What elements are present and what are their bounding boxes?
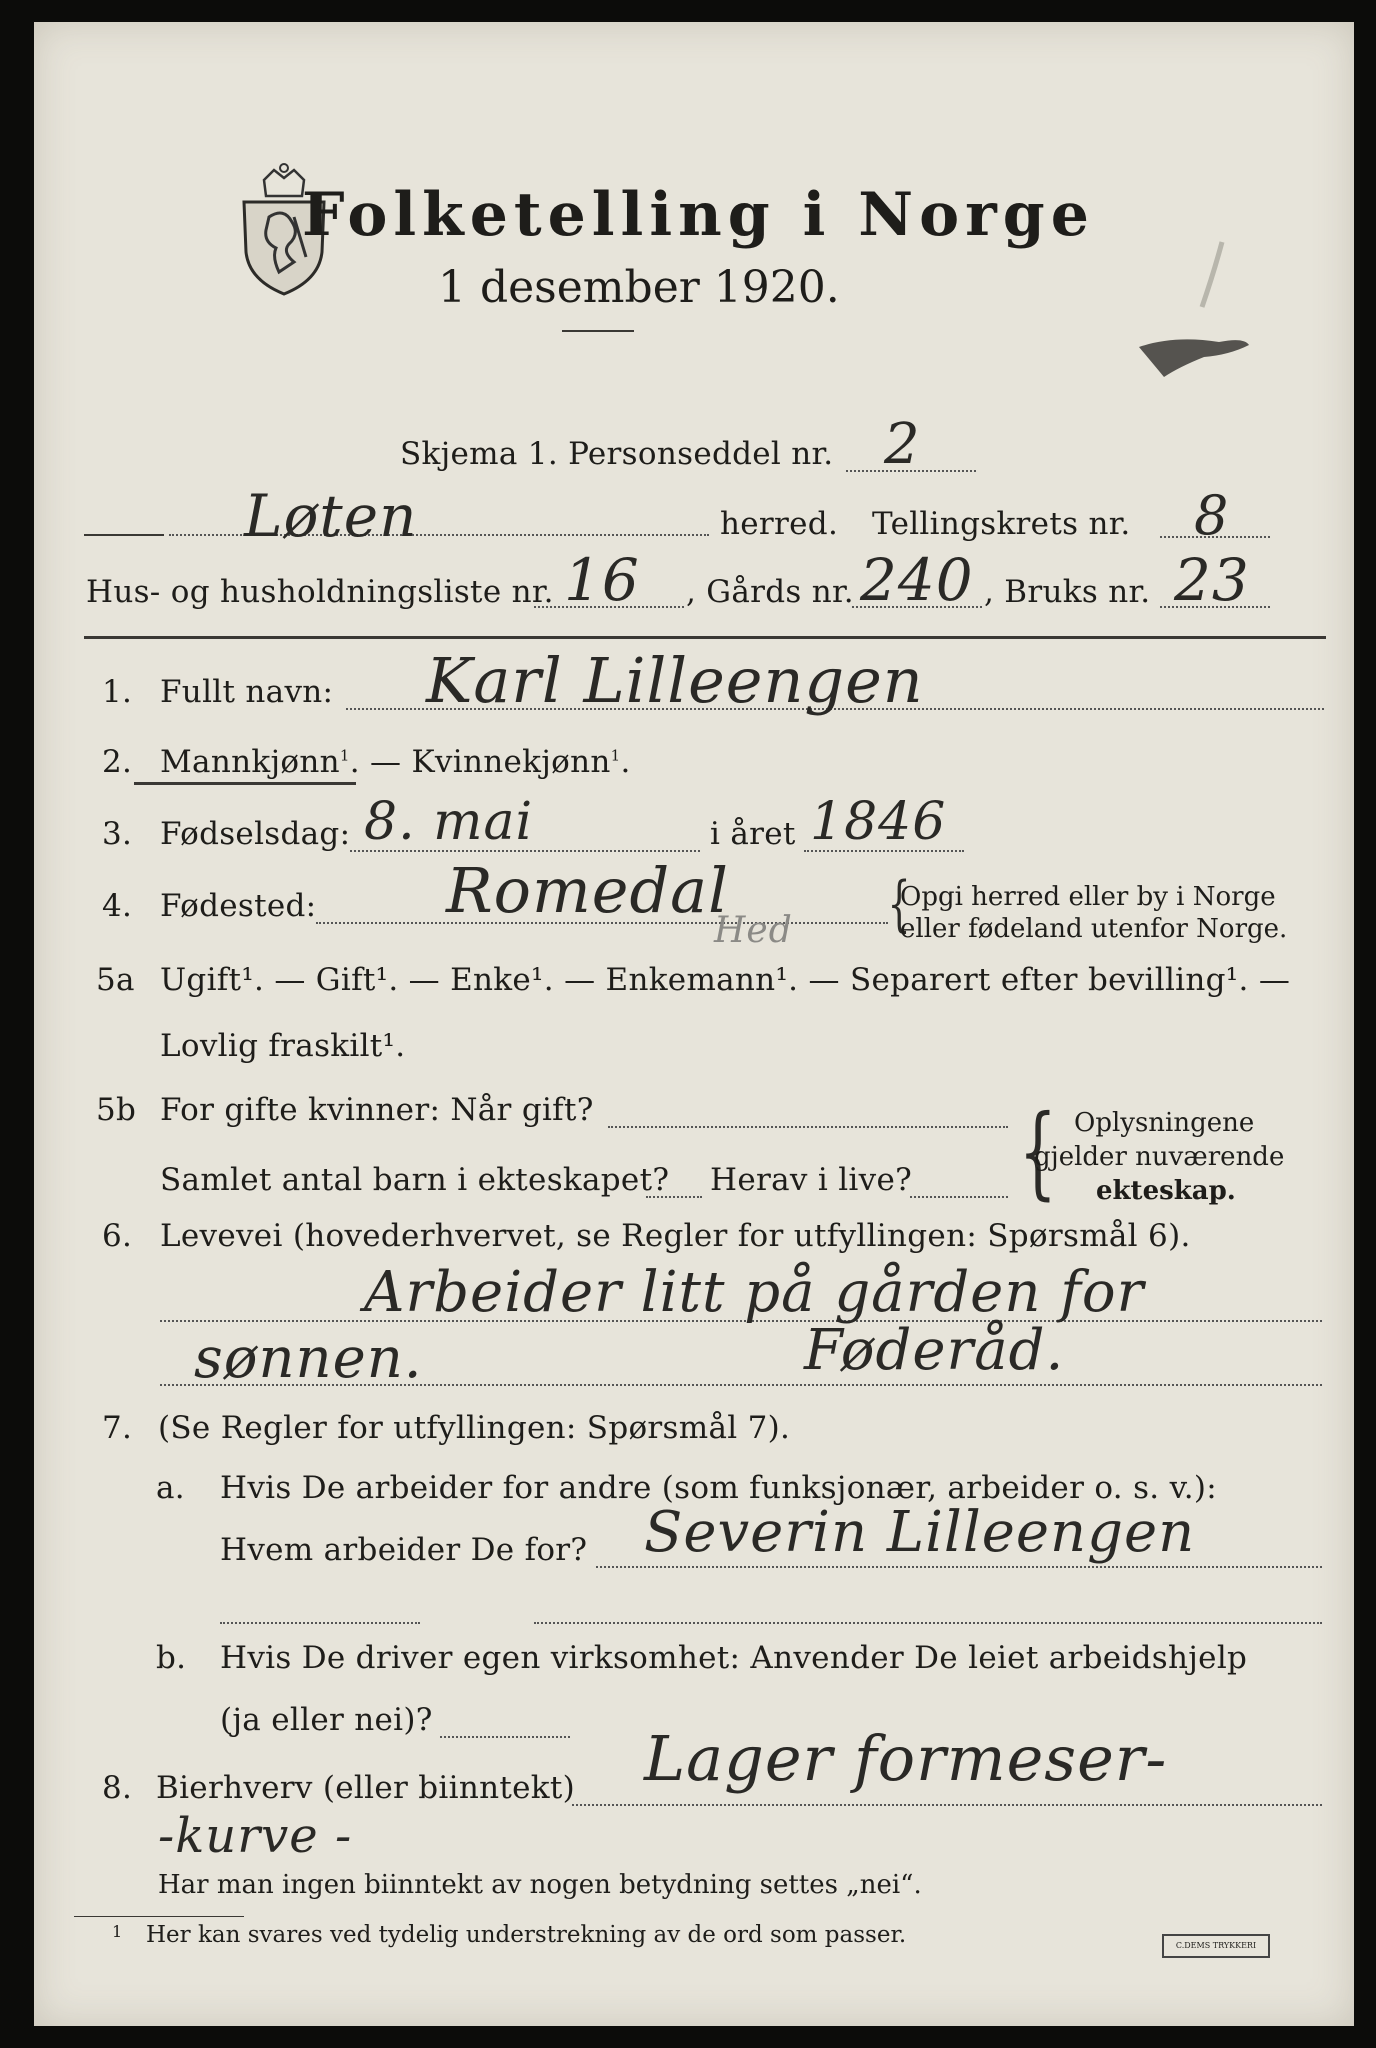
q6-label: Levevei (hovederhvervet, se Regler for utfyllingen: Spørsmål 6). [160, 1218, 1191, 1254]
pencil-note: Hed [714, 910, 793, 951]
q5b-num: 5b [96, 1092, 137, 1128]
form-title: Folketelling i Norge [302, 180, 1095, 250]
aaret-label: i året [710, 816, 796, 852]
q5b-label2: Samlet antal barn i ekteskapet? [160, 1162, 670, 1198]
census-form [34, 22, 1354, 2026]
q2-num: 2. [102, 744, 133, 780]
bruks-label: , Bruks nr. [984, 574, 1151, 610]
birthplace-value[interactable]: Romedal [446, 854, 729, 927]
gards-nr[interactable]: 240 [860, 546, 974, 614]
q4-label: Fødested: [160, 888, 317, 924]
q7a-text: Hvis De arbeider for andre (som funksjonær, arbeider o. s. v.): [220, 1470, 1218, 1506]
personseddel-nr[interactable]: 2 [884, 412, 921, 477]
bruks-nr[interactable]: 23 [1174, 546, 1250, 614]
q1-label: Fullt navn: [160, 674, 334, 710]
q4-num: 4. [102, 888, 133, 924]
q5b-label3: Herav i live? [710, 1162, 913, 1198]
q7b-question: (ja eller nei)? [220, 1702, 433, 1738]
birthday-value[interactable]: 8. mai [364, 792, 534, 852]
herred-value[interactable]: Løten [244, 482, 418, 550]
divider [562, 330, 634, 332]
brace-icon: { [887, 869, 911, 939]
occupation-line2b[interactable]: Føderåd. [804, 1318, 1065, 1383]
q8-label: Bierhverv (eller biinntekt) [156, 1770, 576, 1806]
full-name-value[interactable]: Karl Lilleengen [426, 644, 924, 717]
q6-num: 6. [102, 1218, 133, 1254]
q5b-note3: ekteskap. [1096, 1176, 1236, 1206]
mannkjonn-underline [134, 782, 356, 785]
option-kvinnekjonn[interactable]: Kvinnekjønn [411, 744, 611, 780]
brace-icon: { [1018, 1093, 1057, 1210]
footnote-mark: 1 [112, 1922, 123, 1941]
header-divider [84, 636, 1326, 639]
q7b-text: Hvis De driver egen virksomhet: Anvender De leiet arbeidshjelp [220, 1640, 1248, 1676]
q5b-note1: Oplysningene [1074, 1108, 1255, 1138]
gards-label: , Gårds nr. [686, 574, 854, 610]
side-income-line1[interactable]: Lager formeser- [644, 1722, 1168, 1795]
q5b-label1: For gifte kvinner: Når gift? [160, 1092, 594, 1128]
q7a-marker: a. [156, 1470, 185, 1506]
husliste-label: Hus- og husholdningsliste nr. [86, 574, 554, 610]
employer-value[interactable]: Severin Lilleengen [644, 1500, 1196, 1565]
q7a-question: Hvem arbeider De for? [220, 1532, 588, 1568]
q2-options: Mannkjønn$^1$. — Kvinnekjønn$^1$. [160, 744, 631, 780]
q1-num: 1. [102, 674, 133, 710]
q4-note1: Opgi herred eller by i Norge [900, 882, 1276, 912]
q7-num: 7. [102, 1410, 133, 1446]
occupation-line2a[interactable]: sønnen. [194, 1326, 423, 1391]
q7-label: (Se Regler for utfyllingen: Spørsmål 7). [158, 1410, 791, 1446]
q3-label: Fødselsdag: [160, 816, 351, 852]
q5a-options-cont[interactable]: Lovlig fraskilt¹. [160, 1028, 406, 1064]
printer-stamp: C.DEMS TRYKKERI [1162, 1934, 1270, 1958]
skjema-label: Skjema 1. Personseddel nr. [400, 436, 834, 472]
q5a-options[interactable]: Ugift¹. — Gift¹. — Enke¹. — Enkemann¹. — Separert efter bevilling¹. — [160, 962, 1291, 998]
q3-num: 3. [102, 816, 133, 852]
q8-num: 8. [102, 1770, 133, 1806]
ink-smudge [1134, 327, 1254, 387]
tellingskrets-nr[interactable]: 8 [1194, 484, 1230, 547]
birth-year-value[interactable]: 1846 [810, 792, 947, 852]
option-mannkjonn[interactable]: Mannkjønn [160, 744, 340, 780]
census-date: 1 desember 1920. [438, 262, 840, 313]
q5a-num: 5a [96, 962, 135, 998]
q7b-marker: b. [156, 1640, 187, 1676]
herred-label: herred. [720, 506, 839, 542]
occupation-line1[interactable]: Arbeider litt på gården for [364, 1260, 1145, 1325]
side-income-line2[interactable]: -kurve - [158, 1808, 353, 1864]
pencil-mark [1192, 237, 1232, 317]
husliste-nr[interactable]: 16 [564, 546, 640, 614]
tellingskrets-label: Tellingskrets nr. [872, 506, 1131, 542]
footnote-text: Her kan svares ved tydelig understrekning av de ord som passer. [146, 1922, 907, 1948]
nei-note: Har man ingen biinntekt av nogen betydning settes „nei“. [158, 1870, 922, 1900]
q4-note2: eller fødeland utenfor Norge. [900, 914, 1288, 944]
q5b-note2: gjelder nuværende [1034, 1142, 1285, 1172]
